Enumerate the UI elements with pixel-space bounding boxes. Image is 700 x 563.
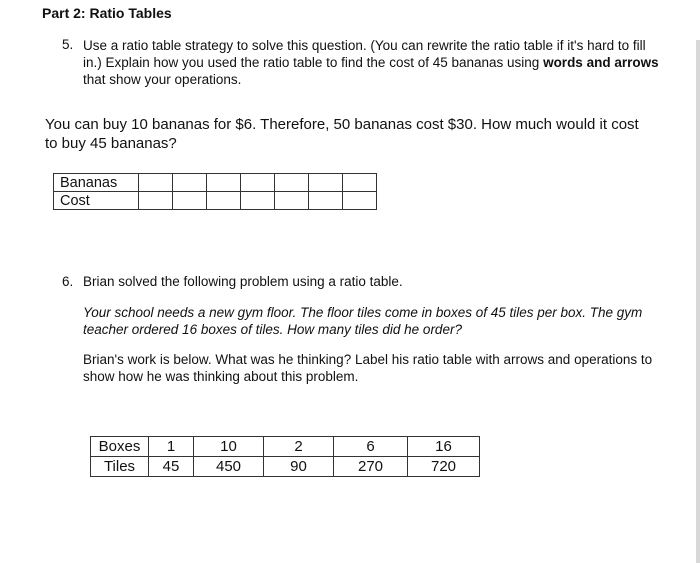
boxes-cell: 10: [194, 437, 264, 457]
blank-cell[interactable]: [275, 192, 309, 210]
blank-cell[interactable]: [139, 192, 173, 210]
row-label-bananas: Bananas: [54, 174, 139, 192]
blank-cell[interactable]: [241, 192, 275, 210]
table-row: [54, 174, 377, 192]
blank-cell[interactable]: [173, 174, 207, 192]
question-5-number: 5.: [62, 37, 74, 52]
brian-ratio-table: [90, 436, 480, 477]
question-6-number: 6.: [62, 274, 74, 289]
blank-cell[interactable]: [309, 192, 343, 210]
q5-bold-words: words and arrows: [543, 55, 659, 70]
tiles-cell: 270: [334, 457, 408, 477]
tiles-cell: 720: [408, 457, 480, 477]
brian-work-prompt: Brian's work is below. What was he thinking? Label his ratio table with arrows and operations to show how he was thinking about this problem.: [83, 352, 653, 384]
blank-cell[interactable]: [241, 174, 275, 192]
tiles-cell: 90: [264, 457, 334, 477]
page-title: Part 2: Ratio Tables: [42, 5, 172, 21]
boxes-cell: 2: [264, 437, 334, 457]
blank-cell[interactable]: [207, 174, 241, 192]
q5-text-part1: Use a ratio table strategy to solve this question. (You can rewrite the ratio table if it's hard to fill in.) Explain how you used the ratio table to find the cost of 45 bananas using: [83, 38, 646, 70]
blank-cell[interactable]: [173, 192, 207, 210]
blank-cell[interactable]: [139, 174, 173, 192]
row-label-boxes: Boxes: [91, 437, 149, 457]
q5-text-part2: that show your operations.: [83, 72, 242, 87]
blank-cell[interactable]: [207, 192, 241, 210]
row-label-tiles: Tiles: [91, 457, 149, 477]
gym-floor-problem: Your school needs a new gym floor. The floor tiles come in boxes of 45 tiles per box. The gym teacher ordered 16 boxes of tiles. How many tiles did he order?: [83, 305, 643, 337]
question-6-text: Brian solved the following problem using a ratio table.: [83, 274, 403, 289]
blank-cell[interactable]: [275, 174, 309, 192]
boxes-cell: 6: [334, 437, 408, 457]
tiles-cell: 45: [149, 457, 194, 477]
banana-ratio-table: [53, 173, 377, 210]
page-edge-shadow: [696, 40, 700, 563]
blank-cell[interactable]: [343, 192, 377, 210]
table-row: [54, 192, 377, 210]
boxes-cell: 16: [408, 437, 480, 457]
tiles-cell: 450: [194, 457, 264, 477]
boxes-cell: 1: [149, 437, 194, 457]
blank-cell[interactable]: [343, 174, 377, 192]
question-5-text: [83, 37, 668, 88]
table-row: [91, 457, 480, 477]
blank-cell[interactable]: [309, 174, 343, 192]
banana-problem: You can buy 10 bananas for $6. Therefore, 50 bananas cost $30. How much would it cost to buy 45 bananas?: [45, 116, 639, 152]
row-label-cost: Cost: [54, 192, 139, 210]
table-row: [91, 437, 480, 457]
